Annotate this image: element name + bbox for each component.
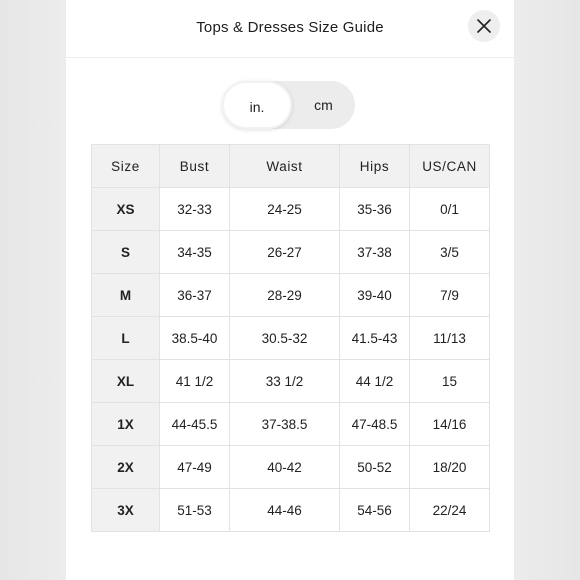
cell-waist: 37-38.5	[230, 403, 340, 446]
column-header-size: Size	[92, 145, 160, 188]
cell-us-can: 15	[410, 360, 490, 403]
cell-bust: 47-49	[160, 446, 230, 489]
cell-us-can: 7/9	[410, 274, 490, 317]
cell-waist: 28-29	[230, 274, 340, 317]
cell-size: XS	[92, 188, 160, 231]
cell-size: 3X	[92, 489, 160, 532]
unit-option-cm[interactable]: cm	[314, 97, 333, 113]
cell-waist: 33 1/2	[230, 360, 340, 403]
cell-hips: 35-36	[340, 188, 410, 231]
cell-hips: 50-52	[340, 446, 410, 489]
table-row	[92, 360, 490, 403]
cell-waist: 44-46	[230, 489, 340, 532]
backdrop-left	[0, 0, 66, 580]
close-button[interactable]	[468, 10, 500, 42]
table-row	[92, 317, 490, 360]
cell-hips: 47-48.5	[340, 403, 410, 446]
table-row	[92, 489, 490, 532]
cell-waist: 26-27	[230, 231, 340, 274]
unit-toggle	[222, 81, 355, 129]
table-row	[92, 274, 490, 317]
cell-size: 1X	[92, 403, 160, 446]
size-table-body	[92, 188, 490, 532]
cell-us-can: 11/13	[410, 317, 490, 360]
cell-size: S	[92, 231, 160, 274]
size-guide-modal	[66, 0, 514, 580]
cell-us-can: 14/16	[410, 403, 490, 446]
cell-us-can: 18/20	[410, 446, 490, 489]
cell-bust: 51-53	[160, 489, 230, 532]
cell-bust: 44-45.5	[160, 403, 230, 446]
cell-hips: 37-38	[340, 231, 410, 274]
cell-waist: 40-42	[230, 446, 340, 489]
cell-bust: 38.5-40	[160, 317, 230, 360]
cell-size: XL	[92, 360, 160, 403]
cell-hips: 39-40	[340, 274, 410, 317]
column-header-bust: Bust	[160, 145, 230, 188]
cell-hips: 54-56	[340, 489, 410, 532]
unit-option-in[interactable]: in.	[222, 81, 292, 129]
cell-waist: 30.5-32	[230, 317, 340, 360]
cell-hips: 41.5-43	[340, 317, 410, 360]
cell-bust: 34-35	[160, 231, 230, 274]
column-header-us-can: US/CAN	[410, 145, 490, 188]
modal-header	[66, 0, 514, 58]
cell-size: L	[92, 317, 160, 360]
table-row	[92, 403, 490, 446]
cell-bust: 41 1/2	[160, 360, 230, 403]
column-header-waist: Waist	[230, 145, 340, 188]
close-icon	[477, 19, 491, 33]
column-header-hips: Hips	[340, 145, 410, 188]
cell-us-can: 0/1	[410, 188, 490, 231]
cell-size: 2X	[92, 446, 160, 489]
table-header-row	[92, 145, 490, 188]
backdrop-right	[514, 0, 580, 580]
table-row	[92, 446, 490, 489]
cell-hips: 44 1/2	[340, 360, 410, 403]
cell-bust: 36-37	[160, 274, 230, 317]
cell-us-can: 22/24	[410, 489, 490, 532]
size-chart-table	[91, 144, 490, 532]
cell-waist: 24-25	[230, 188, 340, 231]
table-row	[92, 231, 490, 274]
modal-title: Tops & Dresses Size Guide	[196, 19, 384, 36]
cell-bust: 32-33	[160, 188, 230, 231]
cell-us-can: 3/5	[410, 231, 490, 274]
table-row	[92, 188, 490, 231]
cell-size: M	[92, 274, 160, 317]
